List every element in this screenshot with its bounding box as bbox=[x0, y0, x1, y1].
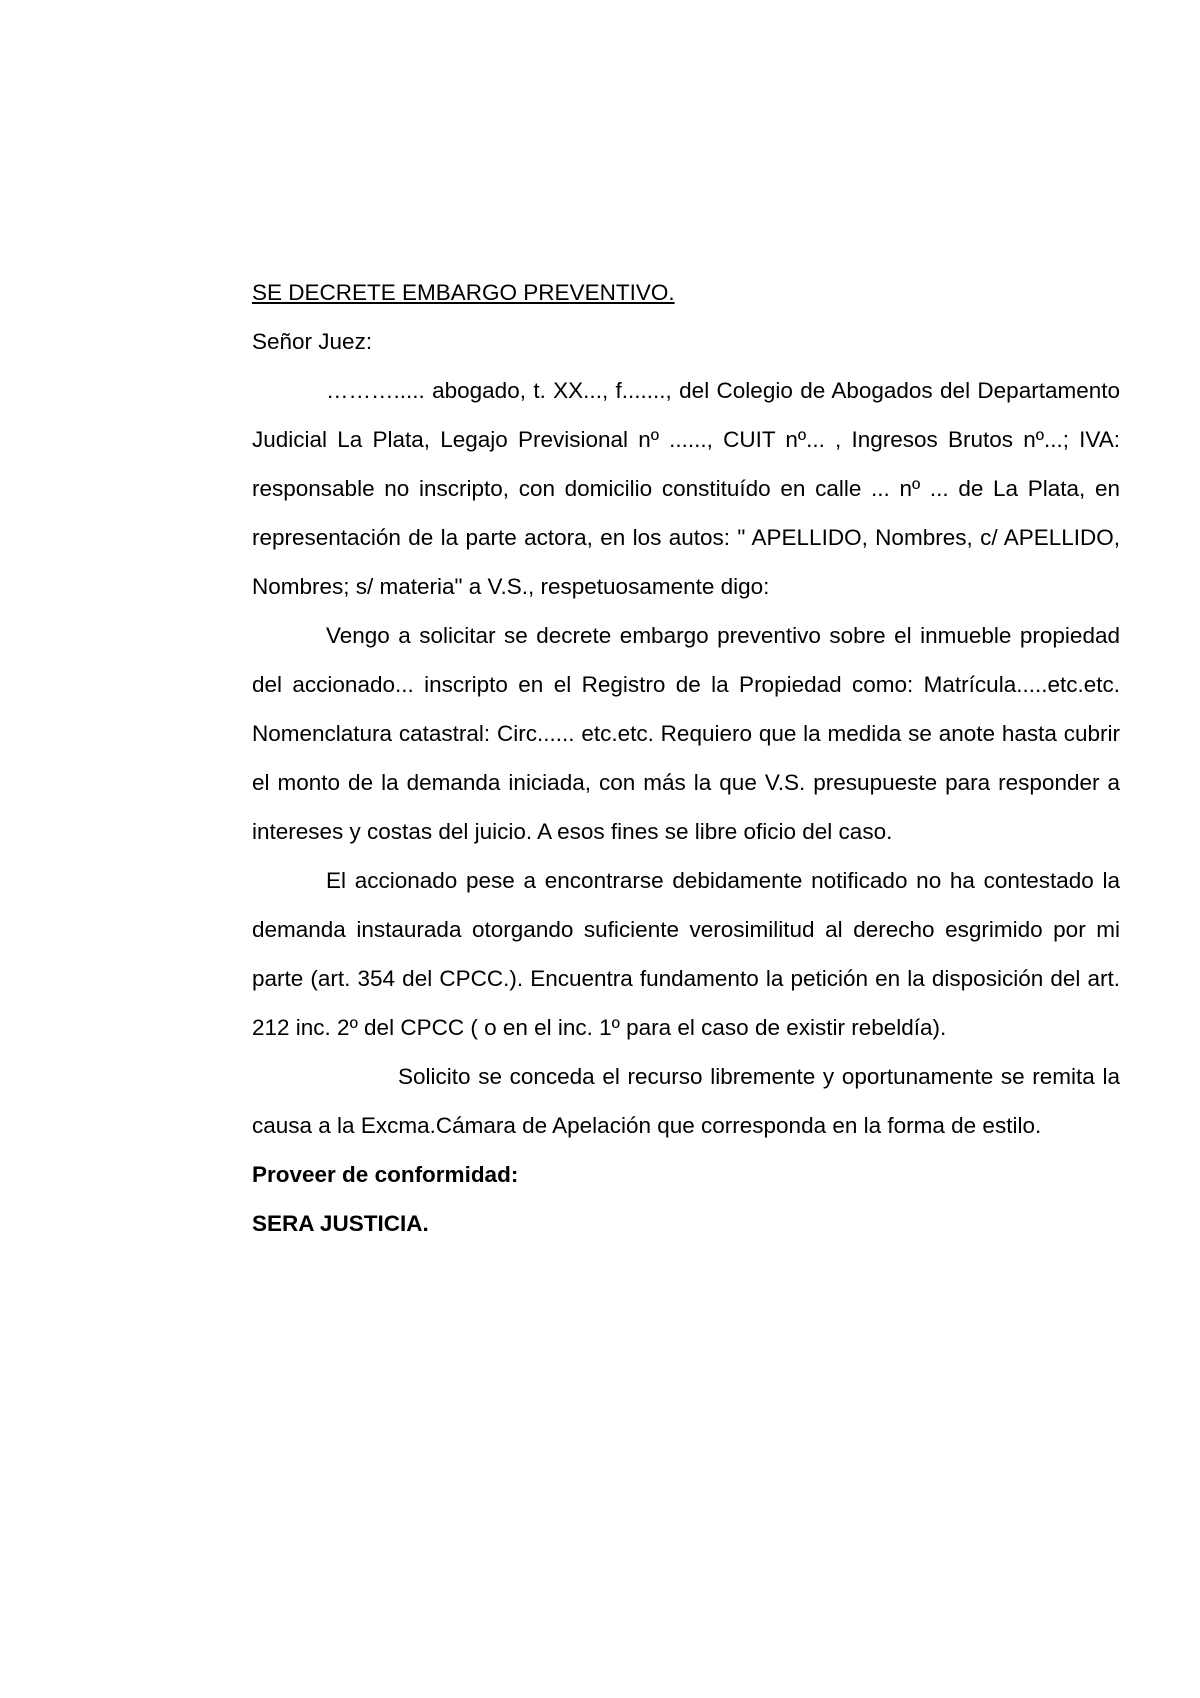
closing-proveer: Proveer de conformidad: bbox=[252, 1162, 519, 1187]
paragraph-appeal-request: Solicito se conceda el recurso libremente y oportunamente se remita la causa a la Excma.Cámara de Apelación que corresponda en la forma de estilo. bbox=[252, 1064, 1120, 1138]
salutation: Señor Juez: bbox=[252, 329, 373, 354]
closing-sera-justicia: SERA JUSTICIA. bbox=[252, 1211, 429, 1236]
paragraph-legal-basis: El accionado pese a encontrarse debidamente notificado no ha contestado la demanda instaurada otorgando suficiente verosimilitud al derecho esgrimido por mi parte (art. 354 del CPCC.). Encuentra fundamento la petición en la disposición del art. 212 inc. 2º del CPCC ( o en el inc. 1º para el caso de existir rebeldía). bbox=[252, 868, 1120, 1040]
paragraph-embargo-request: Vengo a solicitar se decrete embargo preventivo sobre el inmueble propiedad del accionado... inscripto en el Registro de la Propiedad como: Matrícula.....etc.etc. Nomenclatura catastral: Circ...... etc.etc. Requiero que la medida se anote hasta cubrir el monto de la demanda iniciada, con más la que V.S. presupueste para responder a intereses y costas del juicio. A esos fines se libre oficio del caso. bbox=[252, 623, 1120, 844]
paragraph-introduction: ………..... abogado, t. XX..., f......., del Colegio de Abogados del Departamento Judicial La Plata, Legajo Previsional nº ......, CUIT nº... , Ingresos Brutos nº...; IVA: responsable no inscripto, con domicilio constituído en calle ... nº ... de La Plata, en representación de la parte actora, en los autos: " APELLIDO, Nombres, c/ APELLIDO, Nombres; s/ materia" a V.S., respetuosamente digo: bbox=[252, 378, 1120, 599]
document-title: SE DECRETE EMBARGO PREVENTIVO. bbox=[252, 280, 675, 305]
document-body bbox=[252, 268, 1120, 1248]
